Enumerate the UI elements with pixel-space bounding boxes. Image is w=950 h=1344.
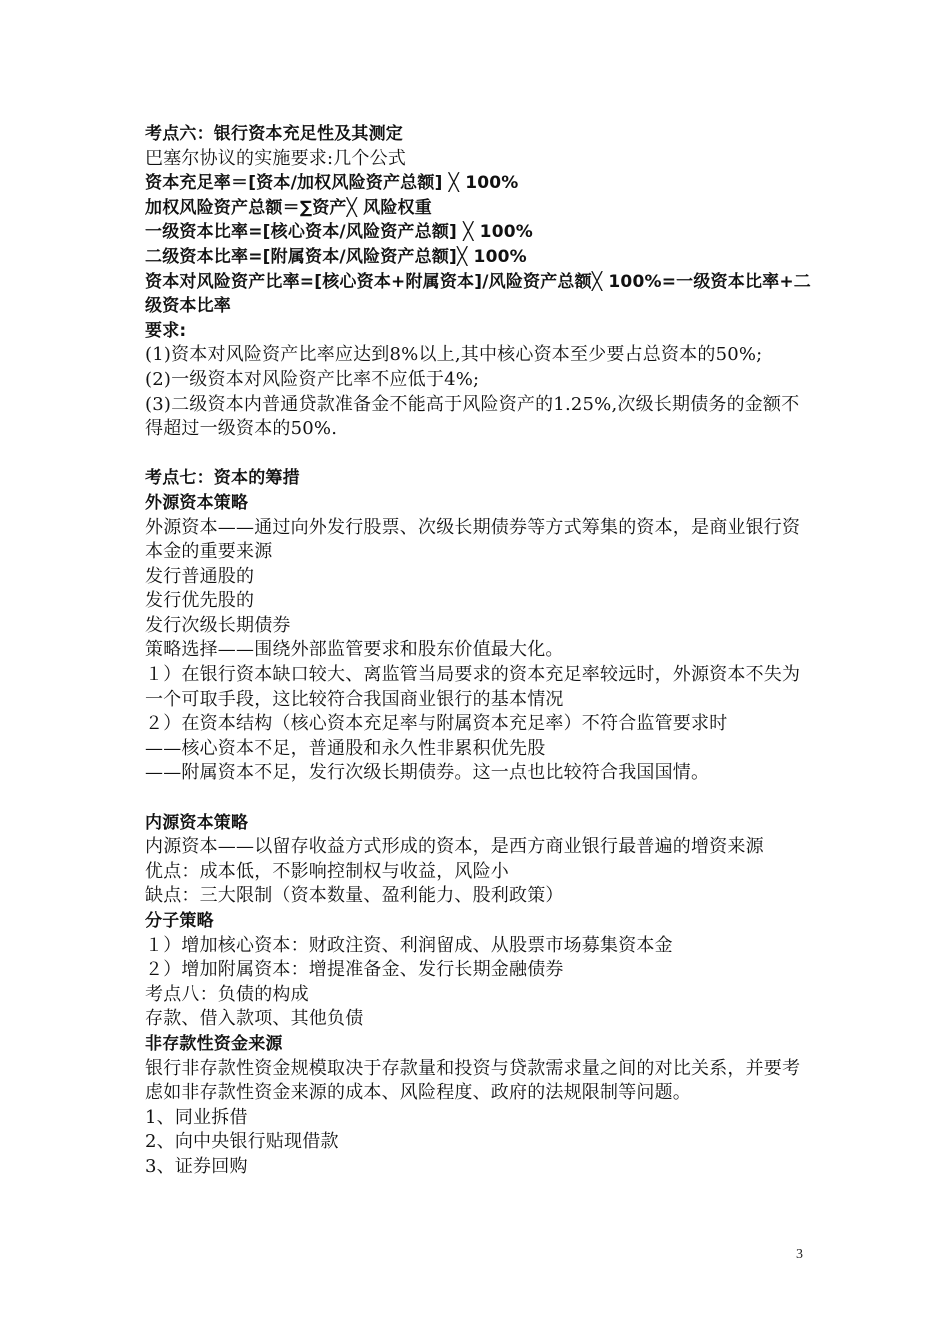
requirement-item: (3)二级资本内普通贷款准备金不能高于风险资产的1.25%,次级长期债务的金额不得超过一级资本的50%.	[145, 393, 800, 440]
list-item: 发行次级长期债券	[145, 614, 291, 636]
section-heading: 考点六：银行资本充足性及其测定	[145, 124, 403, 144]
list-item: 1、同业拆借	[145, 1106, 248, 1128]
paragraph: 优点：成本低，不影响控制权与收益，风险小	[145, 860, 509, 882]
paragraph: 银行非存款性资金规模取决于存款量和投资与贷款需求量之间的对比关系，并要考虑如非存款性资金来源的成本、风险程度、政府的法规限制等问题。	[145, 1057, 801, 1104]
list-item: ２）在资本结构（核心资本充足率与附属资本充足率）不符合监管要求时	[145, 713, 728, 735]
page-body	[145, 122, 813, 1180]
list-item: ——核心资本不足，普通股和永久性非累积优先股	[145, 737, 546, 759]
spacer	[145, 442, 813, 467]
formula: 二级资本比率=[附属资本/风险资产总额]╳ 100%	[145, 246, 527, 267]
formula: 加权风险资产总额＝∑资产╳ 风险权重	[145, 197, 432, 218]
requirement-item: (1)资本对风险资产比率应达到8%以上,其中核心资本至少要占总资本的50%;	[145, 344, 763, 366]
subheading: 非存款性资金来源	[145, 1033, 283, 1054]
paragraph: 巴塞尔协议的实施要求:几个公式	[145, 147, 407, 169]
list-item: 发行普通股的	[145, 565, 255, 587]
paragraph: 外源资本——通过向外发行股票、次级长期债券等方式筹集的资本，是商业银行资本金的重要来源	[145, 516, 801, 563]
spacer	[145, 786, 813, 811]
list-item: 2、向中央银行贴现借款	[145, 1131, 339, 1153]
section-heading: 考点七：资本的筹措	[145, 468, 300, 489]
list-item: １）增加核心资本：财政注资、利润留成、从股票市场募集资本金	[145, 934, 673, 956]
page-number: 3	[796, 1247, 803, 1262]
requirement-item: (2)一级资本对风险资产比率不应低于4%;	[145, 368, 480, 390]
list-item: ——附属资本不足，发行次级长期债券。这一点也比较符合我国国情。	[145, 762, 710, 784]
subheading: 外源资本策略	[145, 492, 249, 513]
paragraph: 内源资本——以留存收益方式形成的资本，是西方商业银行最普遍的增资来源	[145, 836, 764, 858]
list-item: 发行优先股的	[145, 590, 255, 612]
requirements-label: 要求:	[145, 320, 187, 341]
subheading: 内源资本策略	[145, 812, 249, 833]
formula: 资本对风险资产比率=[核心资本+附属资本]/风险资产总额╳ 100%=一级资本比率+二级资本比率	[145, 271, 811, 317]
formula: 资本充足率＝[资本/加权风险资产总额] ╳ 100%	[145, 173, 519, 194]
paragraph: 缺点：三大限制（资本数量、盈利能力、股利政策）	[145, 885, 564, 907]
list-item: １）在银行资本缺口较大、离监管当局要求的资本充足率较远时，外源资本不失为一个可取手段，这比较符合我国商业银行的基本情况	[145, 664, 801, 710]
formula: 一级资本比率=[核心资本/风险资产总额] ╳ 100%	[145, 222, 533, 243]
subheading: 分子策略	[145, 911, 214, 931]
paragraph: 策略选择——围绕外部监管要求和股东价值最大化。	[145, 639, 564, 661]
list-item: 3、证券回购	[145, 1155, 248, 1177]
section-heading: 考点八：负债的构成	[145, 983, 309, 1005]
paragraph: 存款、借入款项、其他负债	[145, 1008, 364, 1030]
list-item: ２）增加附属资本：增提准备金、发行长期金融债券	[145, 959, 564, 981]
